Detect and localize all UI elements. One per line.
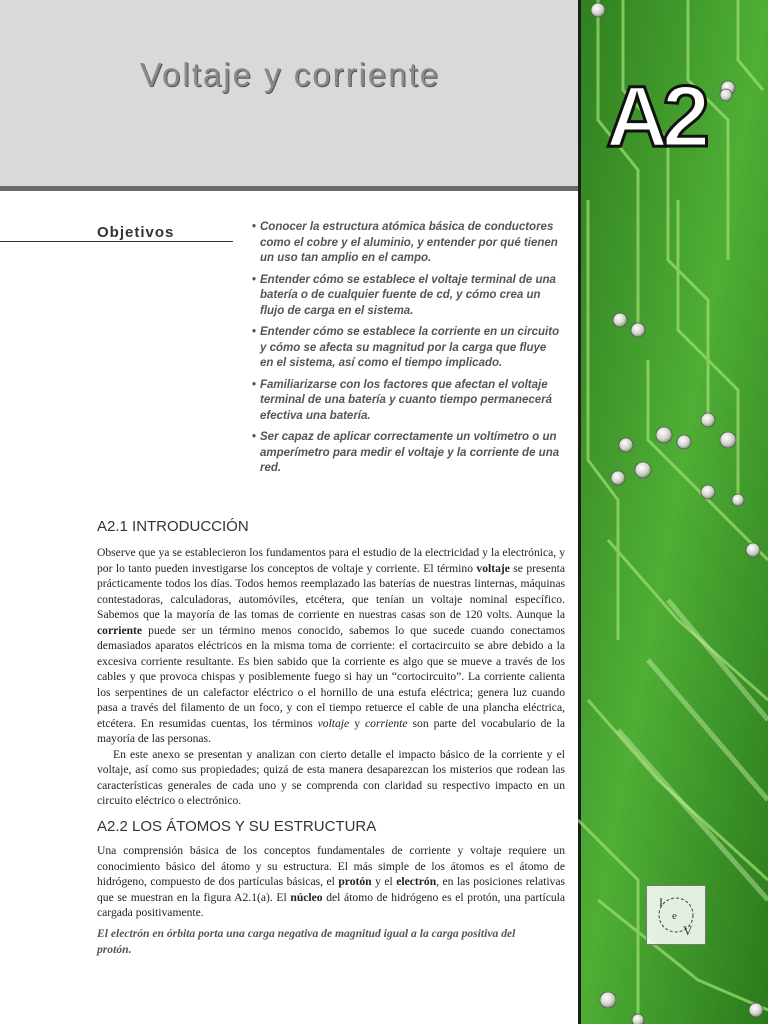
logo-icon (647, 886, 705, 944)
section-intro-body (97, 545, 565, 809)
svg-text:e: e (672, 910, 677, 922)
objectives-rule (0, 241, 233, 242)
objective-item: • Entender cómo se establece el voltaje terminal de una batería o de cualquier fuente de cd, y cómo crea un flujo de carga en el sistema. (252, 273, 562, 320)
objective-item: • Entender cómo se establece la corriente en un circuito y cómo se afecta su magnitud por la carga que fluye en el sistema, así como el tiempo implicado. (252, 325, 562, 372)
paragraph: Una comprensión básica de los conceptos fundamentales de corriente y voltaje requiere un conocimiento básico del átomo y su estructura. El más simple de los átomos es el átomo de hidrógeno, compuesto de dos partículas básicas, el protón y el electrón, en las posiciones relativas que se muestran en la figura A2.1(a). El núcleo del átomo de hidrógeno es el protón, una partícula cargada positivamente. (97, 844, 566, 919)
objective-item: • Familiarizarse con los factores que afectan el voltaje terminal de una batería y cuanto tiempo permanecerá efectiva una batería. (252, 378, 562, 425)
highlight-note: El electrón en órbita porta una carga negativa de magnitud igual a la carga positiva del protón. (97, 927, 516, 956)
section-heading-introduccion: A2.1 INTRODUCCIÓN (97, 518, 249, 535)
objectives-list (252, 220, 562, 483)
header-rule (0, 186, 580, 191)
objectives-heading: Objetivos (97, 224, 175, 241)
svg-text:I: I (659, 895, 663, 909)
chapter-badge: A2 (606, 69, 704, 165)
section-atoms-body (97, 843, 565, 921)
section-heading-atomos: A2.2 LOS ÁTOMOS Y SU ESTRUCTURA (97, 818, 377, 835)
objective-item: • Ser capaz de aplicar correctamente un voltímetro o un amperímetro para medir el voltaje y la corriente de una red. (252, 430, 562, 477)
svg-text:V: V (683, 923, 693, 938)
paragraph: Observe que ya se establecieron los fundamentos para el estudio de la electricidad y la electrónica, y por lo tanto pueden investigarse los conceptos de voltaje y corriente. El término voltaje se presenta prácticamente todos los días. Todos hemos reemplazado las baterías de nuestras linternas, máquinas contestadoras, calculadoras, automóviles, etcétera, que tenían un voltaje nominal específico. Sabemos que la mayoría de las tomas de corriente en nuestras casas son de 120 volts. Aunque la corriente puede ser un término menos conocido, sabemos lo que sucede cuando conectamos demasiados aparatos eléctricos en la misma toma de corriente: el cortacircuito se abre debido a la excesiva corriente resultante. Es bien sabido que la corriente es algo que se mueve a través de los cables y que provoca chispas y posiblemente fuego si hay un “cortocircuito”. La corriente calienta los serpentines de un calefactor eléctrico o el hornillo de una estufa eléctrica; genera luz cuando pasa a través del filamento de un foco, y con el tiempo retuerce el cable de una plancha eléctrica, etcétera. En resumidas cuentas, los términos voltaje y corriente son parte del vocabulario de la mayoría de las personas. (97, 546, 566, 745)
circuit-board-image (578, 0, 768, 1024)
page-title: Voltaje y corriente (139, 56, 441, 93)
paragraph: En este anexo se presentan y analizan con cierto detalle el impacto básico de la corriente y el voltaje, así como sus propiedades; quizá de esta manera desaparezcan los misterios que rodean las características generales de cada uno y se comprenda con claridad su respectivo impacto en un circuito eléctrico o electrónico. (97, 747, 565, 807)
objective-item: • Conocer la estructura atómica básica de conductores como el cobre y el aluminio, y entender por qué tienen un uso tan amplio en el campo. (252, 220, 562, 267)
publisher-logo (646, 885, 706, 945)
